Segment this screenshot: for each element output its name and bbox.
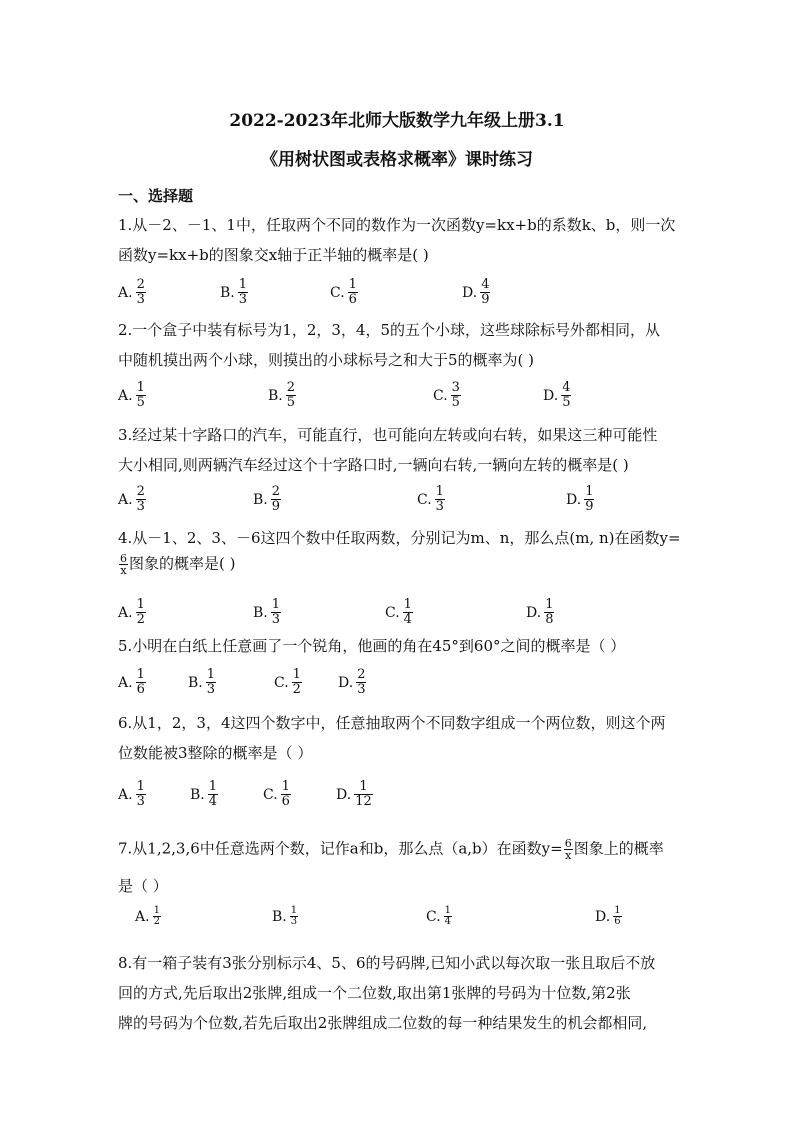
question-3-option-d[interactable]: D. $\frac{1}{9}$ <box>566 484 594 514</box>
question-1-option-d[interactable]: D. $\frac{4}{9}$ <box>462 277 490 307</box>
question-8-line-1: 8.有一箱子装有3张分别标示4、5、6的号码牌,已知小武以每次取一张且取后不放 <box>118 954 656 972</box>
question-4-option-c[interactable]: C. $\frac{1}{4}$ <box>385 597 412 627</box>
question-1-option-b[interactable]: B. $\frac{1}{3}$ <box>220 277 248 307</box>
question-5-line-1: 5.小明在白纸上任意画了一个锐角，他画的角在45°到60°之间的概率是（ ） <box>118 637 626 655</box>
question-8-line-2: 回的方式,先后取出2张牌,组成一个二位数,取出第1张牌的号码为十位数,第2张 <box>118 984 631 1002</box>
question-1-option-a[interactable]: A. $\frac{2}{3}$ <box>118 277 145 307</box>
question-6-line-2: 位数能被3整除的概率是（ ） <box>118 744 313 762</box>
question-7-option-c[interactable]: C. $\frac{1}{4}$ <box>426 905 452 927</box>
question-5-option-b[interactable]: B. $\frac{1}{3}$ <box>188 667 216 697</box>
section-heading: 一、选择题 <box>118 187 194 205</box>
question-2-option-b[interactable]: B. $\frac{2}{5}$ <box>268 380 296 410</box>
question-7-option-b[interactable]: B. $\frac{1}{3}$ <box>272 905 298 927</box>
document-title: 2022-2023年北师大版数学九年级上册3.1 <box>229 111 565 131</box>
question-2-line-2: 中随机摸出两个小球，则摸出的小球标号之和大于5的概率为( ) <box>118 351 535 369</box>
question-6-option-b[interactable]: B. $\frac{1}{4}$ <box>190 779 218 809</box>
question-7-option-a[interactable]: A. $\frac{1}{2}$ <box>135 905 160 927</box>
question-3-line-2: 大小相同,则两辆汽车经过这个十字路口时,一辆向右转,一辆向左转的概率是( ) <box>118 456 629 474</box>
document-subtitle: 《用树状图或表格求概率》课时练习 <box>261 150 533 170</box>
question-3-line-1: 3.经过某十字路口的汽车，可能直行，也可能向左转或向右转，如果这三种可能性 <box>118 426 658 444</box>
question-5-option-a[interactable]: A. $\frac{1}{6}$ <box>118 667 145 697</box>
question-3-option-a[interactable]: A. $\frac{2}{3}$ <box>118 484 145 514</box>
question-5-option-d[interactable]: D. $\frac{2}{3}$ <box>338 667 366 697</box>
question-1-line-1: 1.从－2、－1、1中，任取两个不同的数作为一次函数y=kx+b的系数k、b，则一次 <box>118 216 676 234</box>
question-6-option-c[interactable]: C. $\frac{1}{6}$ <box>263 779 290 809</box>
question-6-option-d[interactable]: D. $\frac{1}{12}$ <box>336 779 372 809</box>
question-3-option-b[interactable]: B. $\frac{2}{9}$ <box>253 484 281 514</box>
question-4-option-d[interactable]: D. $\frac{1}{8}$ <box>526 597 554 627</box>
question-4-option-a[interactable]: A. $\frac{1}{2}$ <box>118 597 145 627</box>
question-4-line-1: 4.从－1、2、3、－6这四个数中任取两数，分别记为m、n，那么点(m, n)在函数y= <box>118 529 681 547</box>
question-2-line-1: 2.一个盒子中装有标号为1，2，3，4，5的五个小球，这些球除标号外都相同，从 <box>118 321 661 339</box>
question-7-option-d[interactable]: D. $\frac{1}{6}$ <box>595 905 621 927</box>
question-8-line-3: 牌的号码为个位数,若先后取出2张牌组成二位数的每一种结果发生的机会都相同, <box>118 1014 648 1032</box>
question-7-line-2: 是（ ） <box>118 877 168 895</box>
question-2-option-d[interactable]: D. $\frac{4}{5}$ <box>543 380 571 410</box>
question-4-option-b[interactable]: B. $\frac{1}{3}$ <box>253 597 281 627</box>
question-7-line-1: 7.从1,2,3,6中任意选两个数，记作a和b，那么点（a,b）在函数y= $\frac{6}{x}$ 图象上的概率 <box>118 837 664 862</box>
question-3-option-c[interactable]: C. $\frac{1}{3}$ <box>417 484 444 514</box>
question-6-line-1: 6.从1，2，3，4这四个数字中，任意抽取两个不同数字组成一个两位数，则这个两 <box>118 714 666 732</box>
question-6-option-a[interactable]: A. $\frac{1}{3}$ <box>118 779 145 809</box>
question-5-option-c[interactable]: C. $\frac{1}{2}$ <box>274 667 301 697</box>
question-1-line-2: 函数y=kx+b的图象交x轴于正半轴的概率是( ) <box>118 246 429 264</box>
question-1-option-c[interactable]: C. $\frac{1}{6}$ <box>330 277 357 307</box>
function-fraction: $\frac{6}{x}$ <box>564 837 572 862</box>
question-4-line-2: $\frac{6}{x}$ 图象的概率是( ) <box>120 552 236 577</box>
question-2-option-c[interactable]: C. $\frac{3}{5}$ <box>433 380 460 410</box>
question-2-option-a[interactable]: A. $\frac{1}{5}$ <box>118 380 145 410</box>
function-fraction: $\frac{6}{x}$ <box>120 552 127 577</box>
